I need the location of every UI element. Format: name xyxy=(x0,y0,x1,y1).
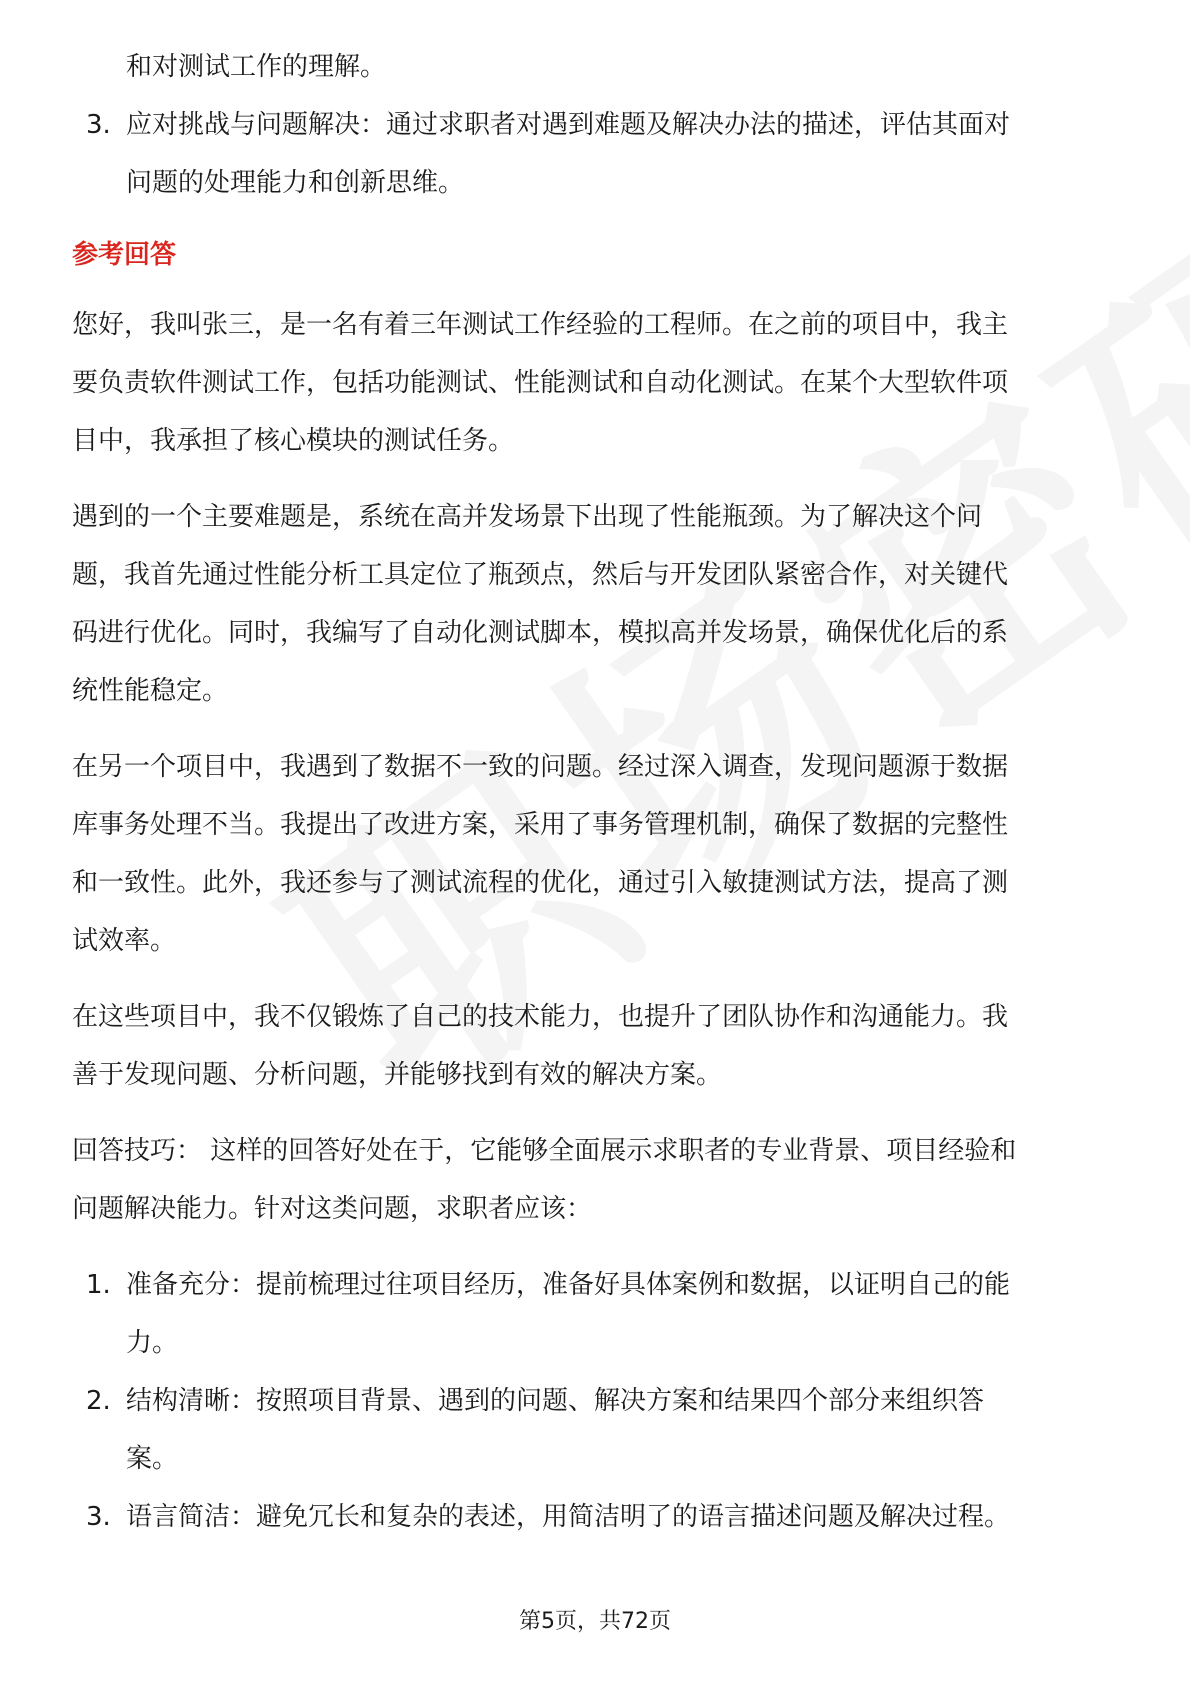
list-item-line: 力。 xyxy=(126,1328,179,1358)
paragraph-line: 善于发现问题、分析问题，并能够找到有效的解决方案。 xyxy=(72,1060,723,1090)
answer-paragraph-4 xyxy=(72,988,1122,1104)
paragraph-line: 库事务处理不当。我提出了改进方案，采用了事务管理机制，确保了数据的完整性 xyxy=(72,810,1009,840)
paragraph-line: 您好，我叫张三，是一名有着三年测试工作经验的工程师。在之前的项目中，我主 xyxy=(72,310,1009,340)
list-item-line: 应对挑战与问题解决：通过求职者对遇到难题及解决办法的描述，评估其面对 xyxy=(126,110,1011,140)
intro-tail-line: 和对测试工作的理解。 xyxy=(126,52,387,82)
list-item-line: 语言简洁：避免冗长和复杂的表述，用简洁明了的语言描述问题及解决过程。 xyxy=(126,1502,1011,1532)
paragraph-line: 遇到的一个主要难题是，系统在高并发场景下出现了性能瓶颈。为了解决这个问 xyxy=(72,502,983,532)
list-number: 3. xyxy=(86,1502,111,1532)
paragraph-line: 在另一个项目中，我遇到了数据不一致的问题。经过深入调查，发现问题源于数据 xyxy=(72,752,1009,782)
paragraph-line: 在这些项目中，我不仅锻炼了自己的技术能力，也提升了团队协作和沟通能力。我 xyxy=(72,1002,1009,1032)
list-number: 2. xyxy=(86,1386,111,1416)
paragraph-line: 目中，我承担了核心模块的测试任务。 xyxy=(72,426,515,456)
paragraph-line: 试效率。 xyxy=(72,926,177,956)
list-item-line: 案。 xyxy=(126,1444,179,1474)
paragraph-line: 统性能稳定。 xyxy=(72,676,229,706)
tips-list-item-2 xyxy=(72,1372,1122,1488)
answer-paragraph-3 xyxy=(72,738,1122,970)
answer-paragraph-1 xyxy=(72,296,1122,470)
list-item-line: 结构清晰：按照项目背景、遇到的问题、解决方案和结果四个部分来组织答 xyxy=(126,1386,985,1416)
list-number: 1. xyxy=(86,1270,111,1300)
paragraph-line: 要负责软件测试工作，包括功能测试、性能测试和自动化测试。在某个大型软件项 xyxy=(72,368,1009,398)
tips-list-item-1 xyxy=(72,1256,1122,1372)
paragraph-line: 和一致性。此外，我还参与了测试流程的优化，通过引入敏捷测试方法，提高了测 xyxy=(72,868,1009,898)
tips-line: 问题解决能力。针对这类问题，求职者应该： xyxy=(72,1194,593,1224)
intro-list-item-3 xyxy=(72,96,1122,212)
list-number: 3. xyxy=(86,110,111,140)
section-title: 参考回答 xyxy=(72,240,177,270)
tips-list-item-3 xyxy=(72,1488,1122,1546)
answer-paragraph-2 xyxy=(72,488,1122,720)
list-item-line: 准备充分：提前梳理过往项目经历，准备好具体案例和数据，以证明自己的能 xyxy=(126,1270,1011,1300)
tips-line: 回答技巧： 这样的回答好处在于，它能够全面展示求职者的专业背景、项目经验和 xyxy=(72,1136,1017,1166)
page-footer: 第5页，共72页 xyxy=(519,1609,671,1634)
page-content xyxy=(72,38,1122,1546)
paragraph-line: 题，我首先通过性能分析工具定位了瓶颈点，然后与开发团队紧密合作，对关键代 xyxy=(72,560,1009,590)
answer-tips xyxy=(72,1122,1122,1238)
list-item-line: 问题的处理能力和创新思维。 xyxy=(126,168,465,198)
paragraph-line: 码进行优化。同时，我编写了自动化测试脚本，模拟高并发场景，确保优化后的系 xyxy=(72,618,1009,648)
